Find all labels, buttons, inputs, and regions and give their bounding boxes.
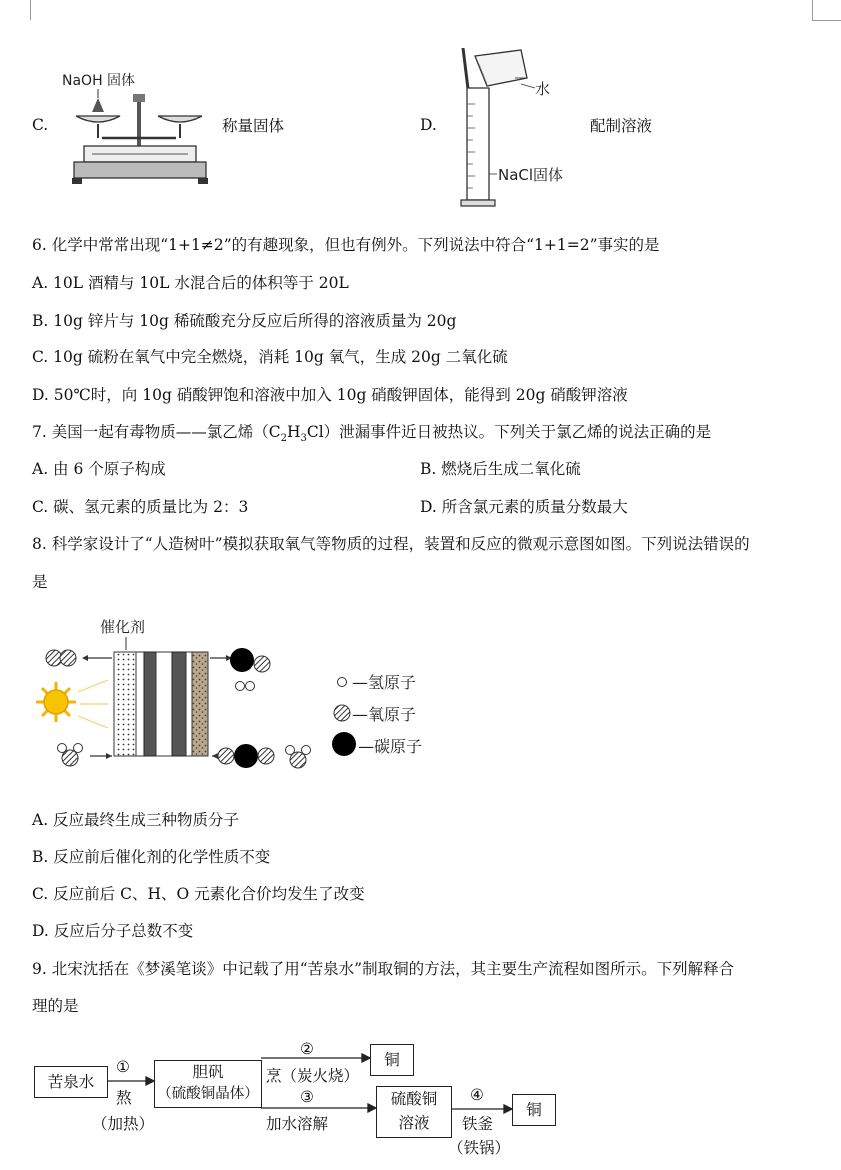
cylinder-figure: [455, 44, 585, 210]
flow-step1-num: ①: [116, 1058, 130, 1076]
page-corner-mark-right: [812, 0, 841, 21]
catalyst-layer: [114, 652, 136, 756]
flow-box-bitter-spring-water: 苦泉水: [34, 1066, 108, 1098]
right-pan: [158, 116, 202, 122]
q8-stem-line1: 8. 科学家设计了“人造树叶”模拟获取氧气等物质的过程，装置和反应的微观示意图如图。下列说法错误的: [32, 535, 750, 553]
flow-box-copper-sulfate-solution: 硫酸铜 溶液: [376, 1086, 452, 1138]
naoh-solid-label: NaOH 固体: [62, 73, 136, 89]
carbon-dioxide-molecule: [218, 748, 234, 764]
legend-oxygen-icon: [334, 705, 350, 721]
artificial-leaf-figure: [36, 612, 456, 782]
q9-stem-line2: 理的是: [32, 997, 79, 1015]
carbon-atom: [230, 648, 254, 672]
left-pan: [76, 116, 120, 122]
flow-box-chalcanthite: 胆矾 （硫酸铜晶体）: [154, 1060, 262, 1108]
flow-step1-label: 熬: [116, 1089, 132, 1107]
page-corner-mark-left: [30, 0, 31, 20]
naoh-pile-icon: [92, 98, 104, 112]
catalyst-label: 催化剂: [100, 618, 146, 636]
q5-option-d-caption: 配制溶液: [590, 117, 653, 135]
legend-oxygen: —氧原子: [352, 705, 417, 724]
flow-step4-note: （铁锅）: [448, 1139, 511, 1157]
balance-scale-figure: [62, 66, 212, 188]
q7-option-c: C. 碳、氢元素的质量比为 2：3: [32, 498, 249, 516]
q9-stem-line1: 9. 北宋沈括在《梦溪笔谈》中记载了用“苦泉水”制取铜的方法，其主要生产流程如图所示。下列解释合: [32, 960, 735, 978]
beaker-icon: [475, 50, 527, 86]
hydrogen-molecule: [236, 682, 245, 691]
q5-option-c-caption: 称量固体: [222, 117, 285, 135]
q6-stem: 6. 化学中常常出现“1+1≠2”的有趣现象，但也有例外。下列说法中符合“1+1=2”事实的是: [32, 236, 660, 254]
q7-option-a: A. 由 6 个原子构成: [32, 460, 166, 478]
q6-option-d: D. 50℃时，向 10g 硝酸钾饱和溶液中加入 10g 硝酸钾固体，能得到 20g 硝酸钾溶液: [32, 386, 628, 404]
q8-option-a: A. 反应最终生成三种物质分子: [32, 811, 240, 829]
flow-box-copper-1: 铜: [370, 1044, 414, 1076]
flow-step1-note: （加热）: [92, 1115, 155, 1133]
water-label: 水: [535, 80, 551, 98]
legend-hydrogen: —氢原子: [352, 673, 417, 692]
q6-option-c: C. 10g 硫粉在氧气中完全燃烧，消耗 10g 氧气，生成 20g 二氧化硫: [32, 348, 508, 366]
flow-step3-num: ③: [300, 1088, 314, 1106]
q8-option-c: C. 反应前后 C、H、O 元素化合价均发生了改变: [32, 885, 365, 903]
flow-step4-label: 铁釜: [462, 1115, 494, 1133]
flow-box-copper-2: 铜: [512, 1094, 556, 1126]
legend-hydrogen-icon: [338, 678, 347, 687]
legend-carbon: —碳原子: [358, 737, 423, 756]
q8-option-d: D. 反应后分子总数不变: [32, 922, 194, 940]
flow-step4-num: ④: [470, 1086, 484, 1104]
q7-option-b: B. 燃烧后生成二氧化硫: [420, 460, 581, 478]
flow-step2-num: ②: [300, 1040, 314, 1058]
flow-step3-label: 加水溶解: [266, 1115, 329, 1133]
q8-option-b: B. 反应前后催化剂的化学性质不变: [32, 848, 271, 866]
q7-stem: 7. 美国一起有毒物质——氯乙烯$(C_2H_3Cl)$泄漏事件近日被热议。下列关于氯乙烯的说法正确的是: [32, 423, 712, 445]
legend-carbon-icon: [332, 732, 356, 756]
flow-step2-label: 烹（炭火烧）: [266, 1067, 360, 1085]
q6-option-b: B. 10g 锌片与 10g 稀硫酸充分反应后所得的溶液质量为 20g: [32, 312, 457, 330]
q5-option-d-letter: D.: [420, 116, 437, 134]
nacl-solid-label: NaCl固体: [498, 166, 564, 184]
q5-option-c-letter: C.: [32, 116, 49, 134]
q8-stem-line2: 是: [32, 573, 48, 591]
measuring-cylinder: [467, 88, 489, 200]
q6-option-a: A. 10L 酒精与 10L 水混合后的体积等于 20L: [32, 274, 349, 292]
q7-option-d: D. 所含氯元素的质量分数最大: [420, 498, 628, 516]
